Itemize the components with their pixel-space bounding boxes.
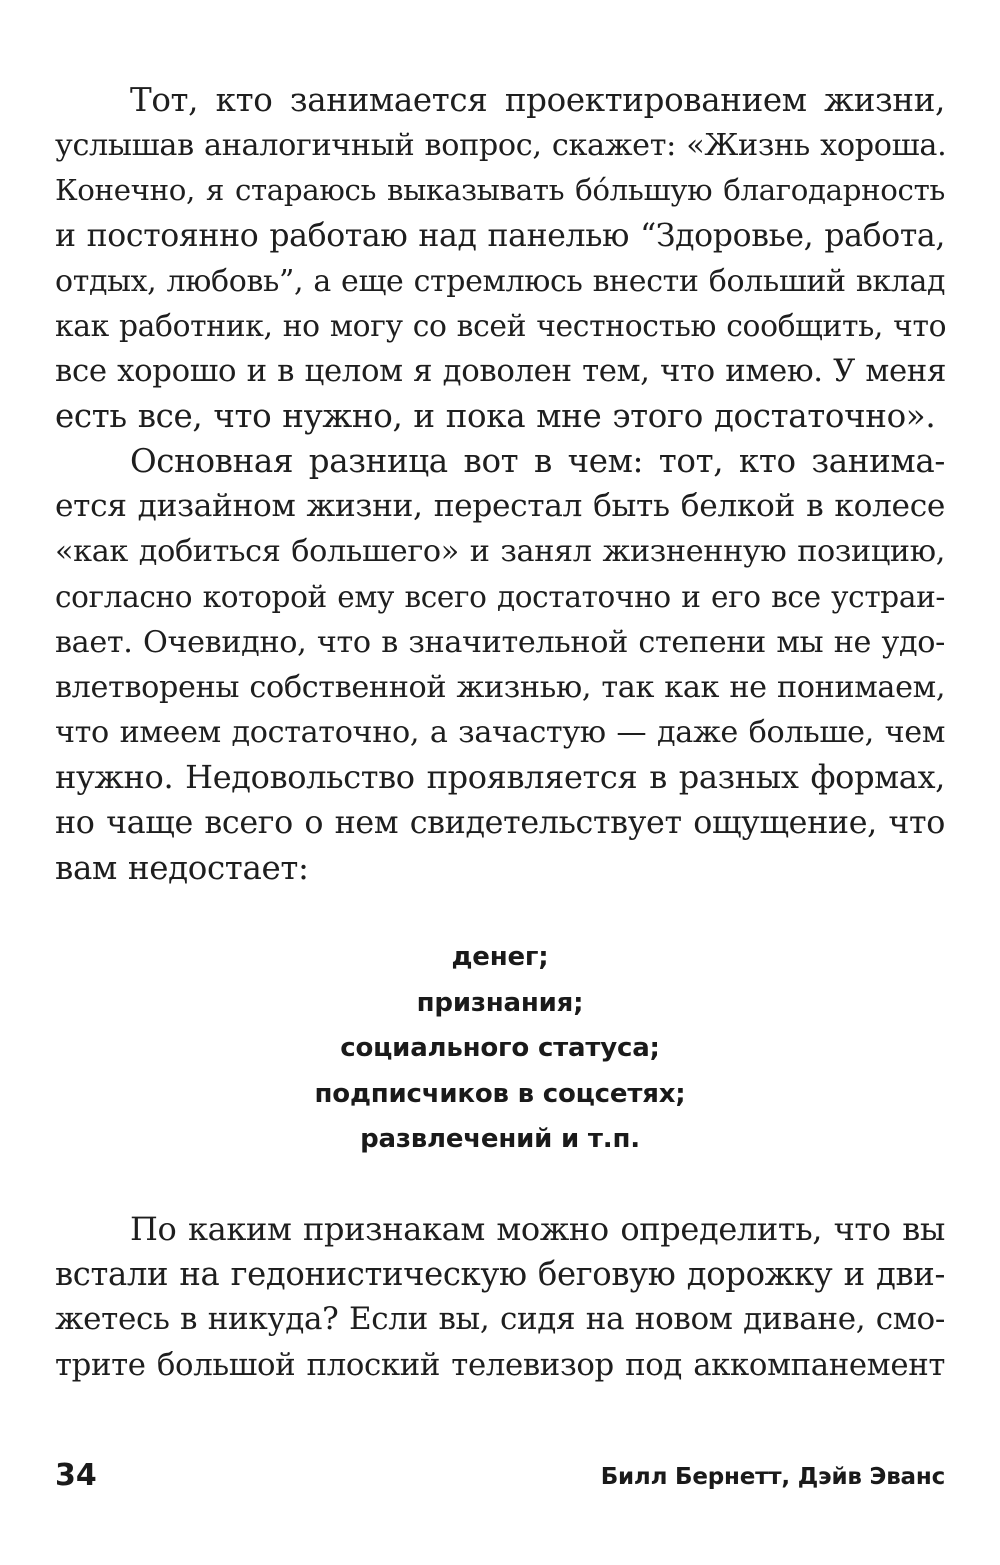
- paragraph-3: [55, 1207, 945, 1388]
- text-line: трите большой плоский телевизор под аккомпанемент: [55, 1346, 945, 1383]
- text-line: услышав аналогичный вопрос, скажет: «Жизнь хороша.: [55, 128, 947, 164]
- text-line: нужно. Недовольство проявляется в разных формах,: [55, 758, 945, 797]
- paragraph-1: [55, 78, 945, 440]
- text-line: но чаще всего о нем свидетельствует ощущение, что: [55, 804, 945, 841]
- page-footer: [55, 1458, 945, 1498]
- list-item: социального статуса;: [340, 1033, 660, 1063]
- page-number: 34: [55, 1458, 97, 1493]
- paragraph-2: [55, 439, 945, 891]
- centered-list: [0, 935, 1000, 1163]
- text-line: отдых, любовь”, а еще стремлюсь внести больший вклад: [55, 263, 946, 299]
- list-item: признания;: [416, 987, 584, 1018]
- text-line: встали на гедонистическую беговую дорожку и дви-: [55, 1255, 945, 1294]
- text-line: Конечно, я стараюсь выказывать бóльшую благодарность: [55, 173, 945, 208]
- text-line: что имеем достаточно, а зачастую — даже больше, чем: [55, 715, 945, 751]
- text-line: влетворены собственной жизнью, так как не понимаем,: [55, 670, 946, 706]
- list-item: денег;: [451, 942, 549, 972]
- text-line: ется дизайном жизни, перестал быть белкой в колесе: [55, 488, 945, 525]
- text-line: вает. Очевидно, что в значительной степени мы не удо-: [55, 624, 945, 660]
- text-line: Основная разница вот в чем: тот, кто занима-: [130, 442, 945, 480]
- text-line: вам недостает:: [55, 848, 309, 887]
- list-item: подписчиков в соцсетях;: [314, 1078, 686, 1109]
- text-line: все хорошо и в целом я доволен тем, что имею. У меня: [55, 353, 946, 390]
- text-line: По каким признакам можно определить, что вы: [130, 1210, 945, 1248]
- list-item: развлечений и т.п.: [360, 1124, 640, 1154]
- text-line: и постоянно работаю над панелью “Здоровье, работа,: [55, 217, 945, 254]
- text-line: Тот, кто занимается проектированием жизни,: [130, 81, 945, 119]
- text-line: «как добиться большего» и занял жизненную позицию,: [55, 534, 945, 570]
- text-line: согласно которой ему всего достаточно и его все устраи-: [55, 579, 945, 614]
- text-line: есть все, что нужно, и пока мне этого достаточно».: [55, 397, 936, 436]
- text-line: жетесь в никуда? Если вы, сидя на новом диване, смо-: [55, 1301, 945, 1338]
- footer-authors: Билл Бернетт, Дэйв Эванс: [600, 1464, 945, 1490]
- text-line: как работник, но могу со всей честностью сообщить, что: [55, 309, 947, 345]
